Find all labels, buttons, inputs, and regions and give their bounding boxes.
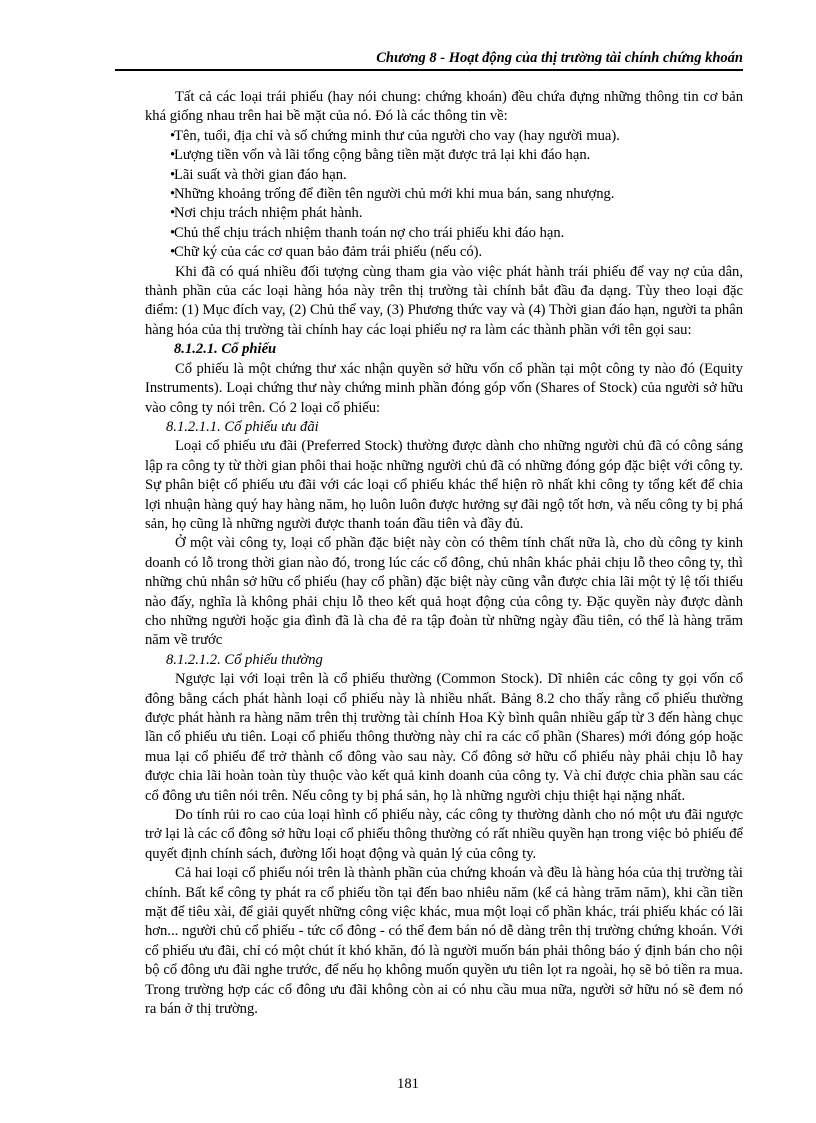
subsection-heading-common: 8.1.2.1.2. Cổ phiếu thường	[166, 651, 323, 668]
bullet-icon: •	[170, 186, 176, 203]
bullet-icon: •	[170, 205, 176, 222]
preferred-paragraph-2: Ở một vài công ty, loại cổ phần đặc biệt này còn có thêm tính chất nữa là, cho dù công ty kinh doanh có lỗ trong thời gian nào đó, trong lúc các cổ đông, chủ nhân khác phải chịu lỗ theo công ty, thì những chủ nhân sở hữu cổ phiếu (hay cổ phần) đặc biệt này cũng vẫn được chia lãi một tỷ lệ tối thiểu nào đấy, nghĩa là không phải chịu lỗ theo kết quả hoạt động của công ty. Đặc quyền này được dành cho những người hoặc gia đình đã là cha đẻ ra tập đoàn từ những ngày đầu tiên, có thể là hàng trăm năm về trước	[145, 535, 743, 649]
section-heading: 8.1.2.1. Cổ phiếu	[174, 341, 277, 358]
list-item-text: Những khoảng trống để điền tên người chủ mới khi mua bán, sang nhượng.	[174, 186, 615, 203]
stock-definition-paragraph: Cổ phiếu là một chứng thư xác nhận quyền sở hữu vốn cổ phần tại một công ty nào đó (Equity Instruments). Loại chứng thư này chứng minh phần đóng góp vốn (Shares of Stock) của người sở hữu vào công ty nói trên. Có 2 loại cổ phiếu:	[145, 360, 743, 416]
bullet-icon: •	[170, 224, 176, 241]
page-body	[145, 88, 743, 1020]
header-rule	[115, 69, 743, 71]
common-paragraph-3: Cả hai loại cổ phiếu nói trên là thành phần của chứng khoán và đều là hàng hóa của thị trường tài chính. Bất kể công ty phát ra cổ phiếu tồn tại đến bao nhiêu năm (kể cả hàng trăm năm), khi cần tiền mặt để tiêu xài, để giải quyết những công việc khác, mua một loại cổ phần khác, trái phiếu khác có lãi hơn... người chủ cổ phiếu - tức cổ đông - có thể đem bán nó dễ dàng trên thị trường chứng khoán. Với cổ phiếu ưu đãi, chỉ có một chút ít khó khăn, đó là người muốn bán phải thông báo ý định bán cho nội bộ cổ đông ưu đãi nghe trước, để nếu họ không muốn quyền ưu tiên lọt ra ngoài, họ sẽ bỏ tiền ra mua. Trong trường hợp các cổ đông ưu đãi không còn ai có nhu cầu mua nữa, người sở hữu nó sẽ đem nó ra bán ở thị trường.	[145, 865, 743, 1018]
bullet-icon: •	[170, 244, 176, 261]
bullet-icon: •	[170, 147, 176, 164]
intro-paragraph: Tất cả các loại trái phiếu (hay nói chung: chứng khoán) đều chứa đựng những thông tin cơ bản khá giống nhau trên hai bề mặt của nó. Đó là các thông tin về:	[145, 89, 743, 125]
list-item	[145, 127, 743, 146]
list-item	[145, 204, 743, 223]
list-item-text: Tên, tuổi, địa chỉ và số chứng minh thư của người cho vay (hay người mua).	[174, 127, 620, 144]
list-item-text: Chữ ký của các cơ quan bảo đảm trái phiếu (nếu có).	[174, 244, 483, 261]
list-item	[145, 224, 743, 243]
bullet-icon: •	[170, 166, 176, 183]
page-number: 181	[397, 1076, 419, 1092]
preferred-paragraph-1: Loại cổ phiếu ưu đãi (Preferred Stock) thường được dành cho những người chủ đã có công sáng lập ra công ty từ thời gian phôi thai hoặc những người chủ đã có những đóng góp đặc biệt với công ty. Sự phân biệt cổ phiếu ưu đãi với các loại cổ phiếu khác thể hiện rõ nhất khi công ty tổng kết để chia lợi nhuận hàng quý hay hàng năm, họ luôn luôn được hưởng sự đãi ngộ tốt hơn, và nếu công ty bị phá sản, họ cũng là những người được thanh toán đầu tiên và đầy đủ.	[145, 438, 743, 532]
bond-info-list	[145, 127, 743, 263]
list-item-text: Lãi suất và thời gian đáo hạn.	[174, 166, 347, 183]
list-item-text: Chủ thể chịu trách nhiệm thanh toán nợ cho trái phiếu khi đáo hạn.	[174, 224, 565, 241]
list-item	[145, 166, 743, 185]
subsection-heading-preferred: 8.1.2.1.1. Cổ phiếu ưu đãi	[166, 418, 319, 435]
list-item-text: Nơi chịu trách nhiệm phát hành.	[174, 205, 363, 222]
common-paragraph-1: Ngược lại với loại trên là cổ phiếu thường (Common Stock). Dĩ nhiên các công ty gọi vốn cổ đông bằng cách phát hành loại cổ phiếu này là nhiều nhất. Bảng 8.2 cho thấy rằng cổ phiếu thường được phát hành ra hàng năm trên thị trường tài chính Hoa Kỳ bình quân nhiều gấp từ 3 đến hàng chục lần cổ phiếu ưu tiên. Loại cổ phiếu thông thường này chỉ ra các cổ phần (Shares) mới đóng góp hoặc mua lại cổ phiếu để trở thành cổ đông vào sau này. Cổ đông sở hữu cổ phiếu này phải chịu lỗ hay được chia lãi hoàn toàn tùy thuộc vào kết quả kinh doanh của công ty. Và chỉ được chia phần sau các cổ đông ưu tiên nói trên. Nếu công ty bị phá sản, họ là những người chịu thiệt hại nặng nhất.	[145, 671, 743, 804]
common-paragraph-2: Do tính rủi ro cao của loại hình cổ phiếu này, các công ty thường dành cho nó một ưu đãi ngược trở lại là các cổ đông sở hữu loại cổ phiếu thông thường có rất nhiều quyền hạn trong việc bỏ phiếu để quyết định chính sách, đường lối hoạt động và quản lý của công ty.	[145, 807, 743, 862]
list-item	[145, 243, 743, 262]
bullet-icon: •	[170, 127, 176, 144]
list-item	[145, 185, 743, 204]
list-item	[145, 146, 743, 165]
classification-paragraph: Khi đã có quá nhiều đối tượng cùng tham gia vào việc phát hành trái phiếu để vay nợ của dân, thành phần của các loại hàng hóa này trên thị trường tài chính bắt đầu đa dạng. Tùy theo loại đặc điểm: (1) Mục đích vay, (2) Chủ thể vay, (3) Phương thức vay và (4) Thời gian đáo hạn, người ta phân hàng hóa của thị trường tài chính hay các loại phiếu nợ ra làm các thành phần với tên gọi sau:	[145, 263, 743, 338]
list-item-text: Lượng tiền vốn và lãi tổng cộng bằng tiền mặt được trả lại khi đáo hạn.	[174, 147, 591, 164]
chapter-header: Chương 8 - Hoạt động của thị trường tài chính chứng khoán	[376, 50, 743, 66]
